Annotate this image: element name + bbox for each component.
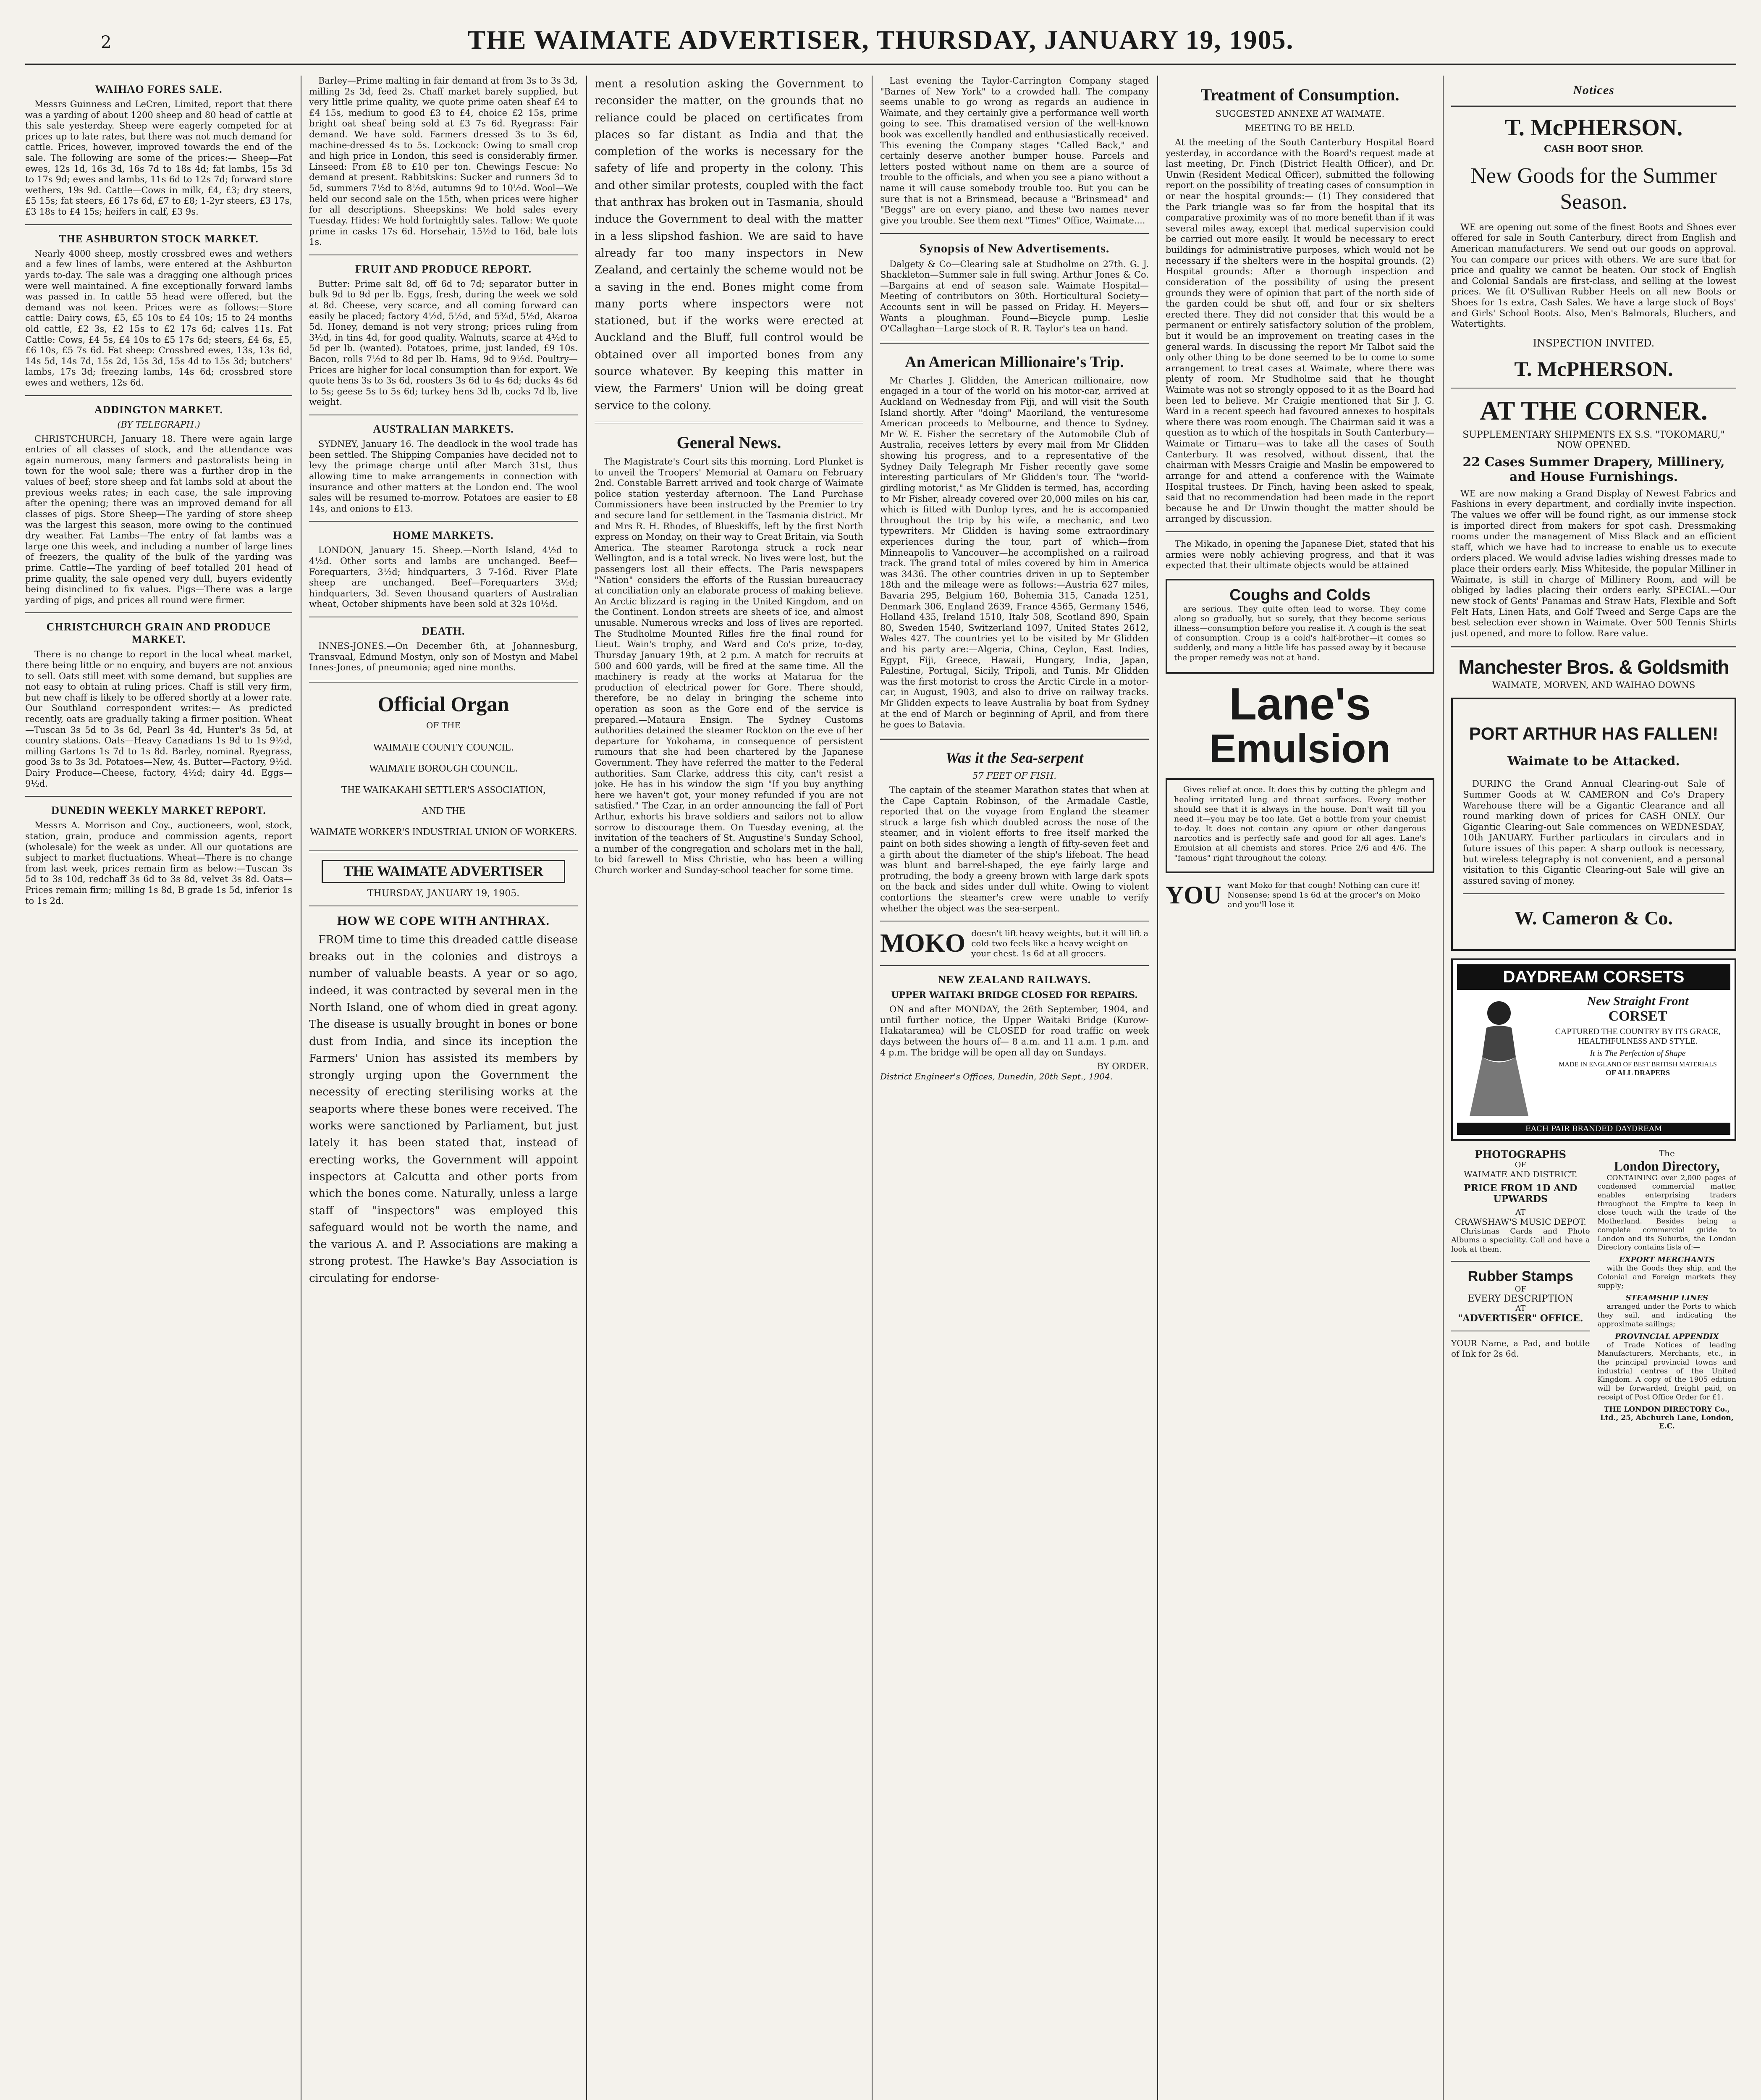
london-export-text: with the Goods they ship, and the Colonial and Foreign markets they supply; [1597, 1264, 1736, 1290]
lanes-box [1166, 778, 1434, 873]
coughs-text: are serious. They quite often lead to worse. They come along so gradually, but so surely, that they become serious illness—consumption before you realise it. A cough is the seat of consumption. Croup is a cold's half-brother—it comes so suddenly, and many a little life has passed away by it because the proper remedy was not at hand. [1174, 604, 1426, 662]
newspaper-page [25, 17, 1736, 2100]
addington-subheading: (BY TELEGRAPH.) [117, 419, 200, 430]
waihao-heading: WAIHAO FORES SALE. [95, 83, 223, 95]
london-directory-ad [1598, 1148, 1737, 1431]
anthrax-heading: HOW WE COPE WITH ANTHRAX. [337, 914, 550, 928]
photo-of: OF [1515, 1160, 1526, 1169]
mcpherson-invite: INSPECTION INVITED. [1533, 337, 1655, 349]
official-organ-title: Official Organ [377, 692, 509, 716]
divider [880, 342, 1149, 344]
railways-signature: District Engineer's Offices, Dunedin, 20th Sept., 1904. [880, 1071, 1113, 1082]
divider [25, 395, 292, 396]
port-arthur-sub: Waimate to be Attacked. [1507, 754, 1680, 769]
stamps-every: EVERY DESCRIPTION [1468, 1294, 1574, 1305]
port-arthur-text: DURING the Grand Annual Clearing-out Sale of Summer Goods at W. CAMERON and Co's Drapery Warehouse there will be a Gigantic Clearance and all round marking down of prices for CASH ONLY. Our Gigantic Clearing-out Sale commences on WEDNESDAY, 10th JANUARY. Further particulars in circulars and in future issues of this paper. A sharp outlook is necessary, but wireless telegraphy is not convenient, and a personal visitation to this Gigantic Clearing-out Sale will give an assured saving of money. [1463, 779, 1724, 886]
american-text: Mr Charles J. Glidden, the American millionaire, now engaged in a tour of the world on his motor-car, arrived at Auckland on Wednesday from Fiji, and will visit the South Island shortly. After "doing" Maoriland, the venturesome American proceeds to Melbourne, and thence to Sydney. Mr W. E. Fisher the secretary of the Automobile Club of Australia, receives letters by every mail from Mr Glidden showing his progress, and to a representative of the Sydney Daily Telegraph Mr Fisher recently gave some interesting particulars of Mr Glidden's tour. The "world-girdling motorist," as Mr Glidden is termed, has, according to Mr Fisher, already covered over 20,000 miles on his car, which is fitted with Dunlop tyres, and he is accompanied throughout the trip by his wife, a mechanic, and two typewriters. Mr Glidden is having some extraordinary experiences during the tour, part of which—from Minneapolis to Vancouver—he accomplished on a railroad track. The grand total of miles covered by him in America was 3436. The other countries driven in up to September 18th and the mileage were as follows:—Austria 627 miles, Bavaria 295, Belgium 160, Bohemia 315, Canada 1251, Denmark 306, England 2639, France 4565, Germany 1546, Holland 435, Ireland 1510, Italy 508, Scotland 890, Spain 80, Sweden 1540, Switzerland 1097, United States 2612, Wales 427. The countries yet to be visited by Mr Glidden and his party are:—Algeria, China, Ceylon, East Indies, Egypt, Fiji, Greece, Hawaii, Hungary, India, Japan, Palestine, Portugal, Sicily, Tripoli, and Tunis. Mr Glidden was the first motorist to cross the Arctic Circle in a motor-car, in August, 1903, and also to drive on railway tracks. Mr Glidden expects to leave Australia by boat from Sydney at the end of March or beginning of April, and from there he goes to Batavia. [880, 375, 1149, 730]
official-organ-list [309, 737, 578, 843]
sea-serpent-subheading: 57 FEET OF FISH. [972, 770, 1056, 781]
organ-line: THE WAIKAKAHI SETTLER'S ASSOCIATION, [341, 784, 546, 795]
mcpherson-name: T. McPHERSON. [1504, 115, 1683, 141]
mcpherson-text: WE are opening out some of the finest Boots and Shoes ever offered for sale in South Canterbury, direct from English and American manufacturers. We send out our goods on approval. You can compare our prices with others. We are sure that for price and quality we cannot be beaten. Our stock of English and Colonial Sandals are first-class, and selling at the lowest prices. We fit O'Sullivan Rubber Heels on all new Boots or Shoes for 1s extra, Cash Sales. We have a large stock of Boys' and Girls' School Boots. Also, Men's Balmorals, Bluchers, and Watertights. [1451, 222, 1736, 329]
column-2 [309, 76, 578, 2100]
anthrax-continued: ment a resolution asking the Government to reconsider the matter, on the grounds that no reliance could be placed on certificates from places so far distant as India and that the completion of the works is necessary for the safety of life and property in the colony. This and other similar protests, coupled with the fact that anthrax has broken out in Tasmania, should induce the Government to deal with the matter in a less slipshod fashion. We are said to have already far too many inspectors in New Zealand, and certainly the scheme would not be a saving in the end. Bones might come from many ports where inspectors were not stationed, but if the works were erected at Auckland and the Bluff, full control would be obtained over all imported bones from any source whatever. By keeping this matter in view, the Farmers' Union will be doing great service to the colony. [595, 78, 863, 412]
coughs-heading: Coughs and Colds [1229, 586, 1371, 604]
dunedin-text: Messrs A. Morrison and Coy., auctioneers, wool, stock, station, grain, produce and commission agents, report (wholesale) for the week as under. All our quotations are subject to market fluctuations. Wheat—There is no change from last week, prices remain firm as below:—Tuscan 3s 5d to 3s 10d, redchaff 3s 6d to 3s 8d, velvet 3s 8d. Oats—Prices remain firm; milling 1s 8d, B grade 1s 5d, inferior 1s to 1s 2d. [25, 820, 292, 906]
mcpherson-name-2: T. McPHERSON. [1514, 357, 1673, 381]
mcpherson-goods: New Goods for the Summer Season. [1470, 164, 1717, 214]
column-4 [880, 76, 1149, 2100]
photo-place: WAIMATE AND DISTRICT. [1464, 1169, 1578, 1179]
home-text: LONDON, January 15. Sheep.—North Island, 4½d to 4½d. Other sorts and lambs are unchanged. Beef—Forequarters, 3½d; hindquarters, 3 7-16d. River Plate sheep are unchanged. Beef—Forequarters 3½d; hindquarters, 3d. Seven thousand quarters of Australian wheat, October shipments have been sold at 32s 10½d. [309, 545, 578, 609]
sea-serpent-text: The captain of the steamer Marathon states that when at the Cape Captain Robinson, of the Armadale Castle, reported that on the voyage from England the steamer struck a large fish which doubled across the nose of the steamer, and in violent efforts to free itself marked the paint on both sides showing a length of fifty-seven feet and a girth about the diameter of the ship's lifeboat. The head was blunt and barrel-shaped, the eye fairly large and protruding, the body a greeny brown with large dark spots on the back and sides under dull white. Owing to violent contortions the steamer's crew were unable to verify whether the object was the sea-serpent. [880, 785, 1149, 914]
port-arthur-heading: PORT ARTHUR HAS FALLEN! [1469, 724, 1719, 744]
paper-date: THURSDAY, JANUARY 19, 1905. [367, 888, 520, 899]
column-5 [1166, 76, 1434, 2100]
consumption-heading: Treatment of Consumption. [1200, 85, 1399, 104]
consumption-text: At the meeting of the South Canterbury Hospital Board yesterday, in accordance with the Board's request made at last meeting, Dr. Finch (District Health Officer), and Dr. Unwin (Resident Medical Officer), submitted the following report on the possibility of treating cases of consumption in or near the hospital grounds:— (1) They considered that the Park triangle was so far from the hospital that its comparative proximity was of no more benefit than if it was several miles away, except that medical supervision could be carried out more easily. It would be necessary to erect buildings for administrative purposes, which would not be necessary if the shelters were in the hospital grounds. (2) Hospital grounds: After a thorough inspection and consideration of the possibility of using the present grounds they were of opinion that part of the north side of the garden could be shut off, and four or six shelters erected there. They did not consider that this would be a permanent or entirely satisfactory solution of the problem, but it would be an improvement on treating cases in the general wards. In discussing the report Mr Talbot said the only other thing to be done seemed to be to come to some arrangement to treat cases at Waimate, where there was plenty of room. Mr Studholme said that he thought Waimate was not so strongly opposed to it as the Board had been led to believe. Mr Craigie mentioned that Sir J. G. Ward in a recent speech had favoured annexes to hospitals where there was room enough. The Chairman said it was a question as to which of the hospitals in South Canterbury—Waimate or Timaru—was to take all the cases of South Canterbury. It was resolved, without dissent, that the chairman with Messrs Craigie and Maslin be empowered to arrange for and attend a conference with the Waimate Hospital trustees. Dr Finch, having been asked to speak, said that no recommendation had been made in the report because he and Dr Unwin thought the matter should be arranged by discussion. [1166, 137, 1434, 524]
daydream-corsets-ad [1451, 958, 1736, 1141]
divider [309, 681, 578, 682]
anthrax-text: FROM time to time this dreaded cattle disease breaks out in the colonies and distroys a number of valuable beasts. A year or so ago, indeed, it was contracted by several men in the North Island, one of whom died in great agony. The disease is usually brought in bones or bone dust from India, and since its inception the Farmers' Union has assisted its members by strongly urging upon the Government the necessity of erecting sterilising works at the seaports where these bones were received. The works were sanctioned by Parliament, but just lately it has been stated that, instead of erecting works, the Government will appoint inspectors at Calcutta and other ports from which the bones come. Naturally, unless a large staff of "inspectors" was employed this safeguard would not be worth the name, and the various A. and P. Associations are making a strong protest. The Hawke's Bay Association is circulating for endorse- [309, 933, 578, 1285]
general-news-text: The Magistrate's Court sits this morning. Lord Plunket is to unveil the Troopers' Memorial at Oamaru on February 2nd. Constable Barrett arrived and took charge of Waimate police station yesterday afternoon. The Land Purchase Commissioners have been instructed by the Premier to try and secure land for settlement in the Tasmania district. Mr and Mrs R. H. Rhodes, of Blueskiffs, left by the first North express on Monday, on their way to Great Britain, via South America. The steamer Rarotonga struck a rock near Wellington, and is a total wreck. No lives were lost, but the passengers lost all their effects. The Paris newspapers "Nation" considers the efforts of the Russian bureaucracy at conciliation only an elaborate process of making believe. An Arctic blizzard is raging in the United Kingdom, and on the Continent. London streets are sheets of ice, and almost unusable. Numerous wrecks and loss of lives are reported. The Studholme Mounted Rifles fire the final round for Lieut. Wain's trophy, and Ward and Co's prize, to-day, Thursday January 19th, at 2 p.m. A match for recruits at 500 and 600 yards, will be fired at the same time. All the machinery is ready at the works at Matarua for the production of electrical power for Gore. There should, therefore, be no delay in bringing the scheme into operation as soon as the Gore end of the service is prepared.—Mataura Ensign. The Sydney Customs authorities detained the steamer Rockton on the eve of her departure for Yokohama, in consequence of persistent rumours that she had been chartered by the Japanese Government. They have referred the matter to the Federal authorities. Sam Clarke, address this city, can't resist a joke. He has in his window the sign "If you buy anything here we haven't got, your money refunded if you are not satisfied." The Czar, in an order announcing the fall of Port Arthur, exhorts his brave soldiers and sailors not to allow sorrow to discourage them. On Tuesday evening, at the invitation of the teachers of St. Augustine's Sunday School, a number of the congregation and scholars met in the hall, to bid farewell to Miss Christie, who has been a willing Church worker and Sunday-school teacher for some time. [595, 456, 863, 876]
port-arthur-ad [1451, 698, 1736, 950]
you-moko-ad [1166, 881, 1434, 910]
divider [1451, 646, 1736, 648]
divider [309, 850, 578, 852]
chch-grain-text: There is no change to report in the local wheat market, there being little or no enquiry, and buyers are not anxious to sell. Oats still meet with some demand, but supplies are not easy to obtain at ruling prices. Chaff is still very firm, but new chaff is likely to be offered shortly at a lower rate. Our Southland correspondent writes:— As predicted recently, oats are gradually taking a firmer position. Wheat—Tuscan 3s 5d to 3s 6d, Pearl 3s 4d, Hunter's 3s 5d, at country stations. Oats—Heavy Canadians 1s 9d to 1s 9½d, milling Gartons 1s 7d to 1s 8d. Barley, nominal. Ryegrass, good 3s to 3s 3d. Potatoes—New, 4s. Butter—Factory, 9½d. Dairy Produce—Cheese, factory, 4½d; dairy 4d. Eggs—9½d. [25, 649, 292, 789]
moko-heading: MOKO [880, 929, 966, 958]
australian-text: SYDNEY, January 16. The deadlock in the wool trade has been settled. The Shipping Companies have decided not to levy the primage charge until after March 31st, thus allowing time to make arrangements in connection with insurance and other matters at the London end. The wool sales will be resumed to-morrow. Potatoes are easier to £8 14s, and onions to £13. [309, 439, 578, 514]
organ-line: WAIMATE BOROUGH COUNCIL. [369, 763, 518, 774]
synopsis-text: Dalgety & Co—Clearing sale at Studholme on 27th. G. J. Shackleton—Summer sale in full swing. Arthur Jones & Co.—Bargains at end of season sale. Waimate Hospital—Meeting of contributors on 30th. Horticultural Society—Accounts sent in will be passed on Friday. H. Meyers—Wants a ploughman. Found—Bicycle pump. Leslie O'Callaghan—Large stock of R. R. Taylor's tea on hand. [880, 259, 1149, 334]
consumption-subheading-2: MEETING TO BE HELD. [1245, 123, 1355, 133]
corner-cases: 22 Cases Summer Drapery, Millinery, and House Furnishings. [1462, 454, 1725, 484]
sea-serpent-heading: Was it the Sea-serpent [945, 749, 1084, 766]
entertainment-text: Last evening the Taylor-Carrington Company staged "Barnes of New York" to a crowded hall. The company seems unable to go wrong as regards an audience in Waimate, and they certainly give a performance well worth going to see. This dramatised version of the well-known book was excellently handled and enthusiastically received. This evening the Company stages "Called Back," and certainly deserve another bumper house. Parcels and letters posted without name on them are a source of trouble to the officials, and when you see a piano without a name it will cause somebody trouble too. But you can be sure that is not a Brinsmead, because a "Brinsmead" and "Beggs" are on every piano, and these two names never give you trouble. See them next "Times" Office, Waimate.... [880, 76, 1149, 226]
photo-at: AT [1515, 1208, 1526, 1217]
divider [25, 612, 292, 613]
addington-heading: ADDINGTON MARKET. [94, 403, 223, 416]
page-number: 2 [101, 33, 112, 52]
masthead [25, 17, 1736, 65]
organ-line: WAIMATE COUNTY COUNCIL. [373, 742, 514, 753]
corner-text: WE are now making a Grand Display of Newest Fabrics and Fashions in every department, and cordially invite inspection. The values we offer will be found right, as our immense stock is imported direct from makers for spot cash. Dressmaking rooms under the management of Miss Black and an efficient staff, which we have had to increase to enable us to execute orders placed. We would advise ladies wishing dresses made to place their orders early. Miss Whiteside, the popular Milliner in Waimate, is still in charge of Millinery Room, and will be obliged by ladies placing their orders early. SPECIAL.—Our new stock of Gents' Panamas and Straw Hats, Flexible and Soft Felt Hats, Linen Hats, and Golf Tweed and Serge Caps are the best selection ever shown in Waimate. Over 500 Tennis Shirts just opened, and more to follow. Rare value. [1451, 488, 1736, 638]
fruit-text: Butter: Prime salt 8d, off 6d to 7d; separator butter in bulk 9d to 9d per lb. Eggs, fresh, during the week we sold at 8d. Cheese, very scarce, and all coming forward can easily be placed; factory 4½d, 5½d, and 5¾d, 5½d, Akaroa 5d. Honey, demand is not very strong; prices ruling from 3½d, in tins 4d, for good quality. Walnuts, scarce at 4½d to 5d per lb. (wanted). Potatoes, prime, just landed, £9 10s. Bacon, rolls 7½d to 8d per lb. Hams, 9d to 9½d. Poultry—Prices are higher for local consumption than for export. We quote hens 3s to 3s 6d, roosters 3s 6d to 4s 6d; ducks 4s 6d to 5s; geese 5s to 5s 6d; turkey hens 3d lb, cocks 7d lb, live weight. [309, 278, 578, 407]
london-steamship: STEAMSHIP LINES [1625, 1294, 1708, 1303]
australian-heading: AUSTRALIAN MARKETS. [373, 423, 514, 436]
mcpherson-sub: CASH BOOT SHOP. [1544, 144, 1643, 155]
yours-text: YOUR Name, a Pad, and bottle of Ink for 2s 6d. [1451, 1338, 1590, 1359]
railways-order: BY ORDER. [1097, 1061, 1149, 1072]
moko-ad [880, 928, 1149, 958]
divider [309, 521, 578, 522]
london-steamship-text: arranged under the Ports to which they sail, and indicating the approximate sailings; [1597, 1302, 1736, 1328]
london-company: THE LONDON DIRECTORY Co., Ltd., 25, Abchurch Lane, London, E.C. [1600, 1405, 1734, 1431]
divider [25, 796, 292, 797]
cameron-firm: W. Cameron & Co. [1515, 907, 1673, 929]
chch-grain-heading: CHRISTCHURCH GRAIN AND PRODUCE MARKET. [46, 621, 271, 646]
corset-heading: DAYDREAM CORSETS [1457, 964, 1730, 990]
corset-tags [1545, 994, 1730, 1120]
you-heading: YOU [1166, 881, 1222, 909]
bottom-ads [1451, 1148, 1736, 1431]
column-rule [1443, 76, 1444, 2100]
fruit-heading: FRUIT AND PRODUCE REPORT. [355, 262, 532, 275]
column-3 [595, 76, 863, 2100]
divider [25, 224, 292, 225]
addington-text: CHRISTCHURCH, January 18. There were again large entries of all classes of stock, and the attendance was again numerous, many farmers and pastoralists being in town for the wool sale; there was a further drop in the values of beef; store sheep and fat lambs sold at about the previous weeks rates; in each case, the sale improving after the opening; there was an improved demand for all classes of pigs. Store Sheep—The yarding of store sheep was the largest this season, more owing to the continued dry weather. Fat Lambs—The entry of fat lambs was a large one this week, and including a number of large lines of freezers, the quality of the bulk of the yarding was prime. Cattle—The yarding of beef totalled 201 head of prime quality, the sale opened very dull, buyers evidently being disinclined to fix values. Pigs—There was a large yarding of pigs, and prices all round were firmer. [25, 433, 292, 605]
divider [1463, 893, 1724, 894]
divider [880, 233, 1149, 234]
mikado-text: The Mikado, in opening the Japanese Diet, stated that his armies were nobly achieving progress, and that it was expected that their ultimate objects would be attained [1166, 538, 1434, 571]
london-the: The [1659, 1148, 1675, 1158]
stamps-at: AT [1515, 1304, 1526, 1313]
ashburton-text: Nearly 4000 sheep, mostly crossbred ewes and wethers and a few lines of lambs, were entered at the Ashburton yards to-day. The sale was a dragging one although prices were well maintained. A fine exceptionally forward lambs was passed in. In cattle 55 head were offered, but the demand was not keen. Prices were as follows:—Store cattle: Dairy cows, £5, £5 10s to £4 10s; 15 to 24 months old cattle, £2 3s, £2 15s to £2 17s 6d; calves 11s. Fat Cattle: Cows, £4 5s, £4 10s to £5 17s 6d; steers, £4 6s, £5, £6 10s, £5 7s 6d. Fat sheep: Crossbred ewes, 13s, 13s 6d, 14s 5d, 14s 7d, 15s 2d, 15s 3d, 15s 4d to 15s 3d; butchers' lambs, 17s 3d; freezing lambs, 14s 6d; crossbred store ewes and wethers, 12s 6d. [25, 248, 292, 388]
synopsis-heading: Synopsis of New Advertisements. [919, 241, 1110, 255]
divider [1451, 1261, 1590, 1262]
railways-subheading: UPPER WAITAKI BRIDGE CLOSED FOR REPAIRS. [891, 990, 1138, 1000]
divider [595, 422, 863, 423]
photo-heading: PHOTOGRAPHS [1475, 1148, 1566, 1160]
waihao-text: Messrs Guinness and LeCren, Limited, report that there was a yarding of about 1200 sheep and 80 head of cattle at this sale yesterday. Sheep were eagerly competed for at prices up to late rates, but there was not much demand for cattle. Prices, however, improved towards the end of the sale. The following are some of the prices:— Sheep—Fat ewes, 12s 1d, 16s 3d, 16s 7d to 18s 4d; fat lambs, 15s 3d to 17s 9d; ewes and lambs, 11s 6d to 12s 7d; forward store wethers, 19s 9d. Cattle—Cows in milk, £4, £3; dry steers, £5 15s; fat steers, £6 17s 6d, £7 to £8; 1-2yr steers, £3 17s, £3 18s to £4 15s; heifers in calf, £3 9s. [25, 99, 292, 217]
manchester-sub: WAIMATE, MORVEN, AND WAIHAO DOWNS [1492, 680, 1695, 690]
column-rule [586, 76, 587, 2100]
column-rule [872, 76, 873, 2100]
american-heading: An American Millionaire's Trip. [905, 353, 1124, 371]
column-rule [1157, 76, 1158, 2100]
divider [880, 738, 1149, 740]
organ-line: WAIMATE WORKER'S INDUSTRIAL UNION OF WORKERS. [310, 827, 577, 838]
you-text: want Moko for that cough! Nothing can cure it! Nonsense; spend 1s 6d at the grocer's on Moko and you'll lose it [1227, 881, 1420, 909]
market-text: Barley—Prime malting in fair demand at from 3s to 3s 3d, milling 2s 3d, feed 2s. Chaff market barely supplied, but very little prime quality, we quote prime oaten sheaf £4 to £4 15s, medium to good £3 to £4, choice £2 15s, prime bright oat sheaf being sold at £3 7s 6d. Ryegrass: Fair demand. We have sold. Farmers dressed 3s to 3s 6d, machine-dressed 4s to 5s. Lockcock: Owing to small crop and high price in London, this seed is considerably firmer. Linseed: From £8 to £10 per ton. Chewings Fescue: No demand at present. Rabbitskins: Sucker and runners 3d to 5d, summers 7½d to 8½d, autumns 9d to 10½d. Wool—We held our second sale on the 15th, when prices were higher for all descriptions. Sheepskins: We hold sales every Tuesday. Hides: We hold fortnightly sales. Tallow: We quote prime in casks 17s 6d. Horsehair, 15½d to 16d, bale lots 1s. [309, 76, 578, 247]
masthead-title: THE WAIMATE ADVERTISER, THURSDAY, JANUARY 19, 1905. [467, 25, 1294, 55]
london-export: EXPORT MERCHANTS [1619, 1255, 1715, 1265]
divider [880, 965, 1149, 966]
corner-sub: SUPPLEMENTARY SHIPMENTS EX S.S. "TOKOMARU," NOW OPENED. [1462, 429, 1725, 451]
london-text: CONTAINING over 2,000 pages of condensed commercial matter, enables enterprising traders throughout the Empire to keep in close touch with the trade of the Motherland. Besides being a complete commercial guide to London and its Suburbs, the London Directory contains lists of:— [1597, 1173, 1736, 1252]
stamps-of: OF [1515, 1285, 1526, 1294]
photographs-ad [1451, 1148, 1590, 1431]
corset-figure-icon [1457, 994, 1541, 1120]
london-heading: London Directory, [1614, 1158, 1720, 1173]
photo-text: Christmas Cards and Photo Albums a speciality. Call and have a look at them. [1451, 1226, 1590, 1254]
column-1 [25, 76, 292, 2100]
coughs-colds-ad [1166, 579, 1434, 674]
death-text: INNES-JONES.—On December 6th, at Johannesburg, Transvaal, Edmund Mostyn, only son of Mostyn and Mabel Innes-Jones, of pneumonia; aged nine months. [309, 640, 578, 673]
dunedin-heading: DUNEDIN WEEKLY MARKET REPORT. [51, 804, 266, 817]
home-heading: HOME MARKETS. [393, 529, 494, 542]
corset-footer: EACH PAIR BRANDED DAYDREAM [1457, 1123, 1730, 1135]
organ-line: AND THE [421, 805, 466, 816]
general-news-heading: General News. [676, 433, 781, 452]
lanes-title-2: Emulsion [1209, 726, 1391, 771]
london-provincial-text: of Trade Notices of leading Manufacturers, Merchants, etc., in the principal provincial towns and industrial centres of the United Kingdom. A copy of the 1905 edition will be forwarded, freight paid, on receipt of Post Office Order for £1. [1597, 1341, 1736, 1402]
railways-text: ON and after MONDAY, the 26th September, 1904, and until further notice, the Upper Waitaki Bridge (Kurow-Hakataramea) will be CLOSED for road traffic on week days between the hours of— 8 a.m. and 11 a.m. 1 p.m. and 4 p.m. The bridge will be open all day on Sundays. [880, 1004, 1149, 1058]
divider [1451, 105, 1736, 107]
london-provincial: PROVINCIAL APPENDIX [1614, 1332, 1719, 1341]
paper-name: THE WAIMATE ADVERTISER [322, 860, 565, 883]
official-organ-of: OF THE [426, 720, 461, 730]
corset-tag: OF ALL DRAPERS [1605, 1068, 1670, 1077]
column-6 [1451, 76, 1736, 2100]
lanes-text: Gives relief at once. It does this by cutting the phlegm and healing irritated lung and throat surfaces. Every mother should see that it is always in the house. Don't wait till you need it—you may be too late. Get a bottle from your chemist to-day. It does not contain any opium or other dangerous narcotics and is perfectly safe and good for all ages. Lane's Emulsion at all chemists and stores. Price 2/6 and 4/6. The "famous" right throughout the colony. [1174, 785, 1426, 863]
stamps-office: "ADVERTISER" OFFICE. [1458, 1313, 1583, 1324]
corset-tag: MADE IN ENGLAND OF BEST BRITISH MATERIALS [1559, 1060, 1717, 1068]
corner-heading: AT THE CORNER. [1480, 395, 1708, 425]
photo-price: PRICE FROM 1D AND UPWARDS [1464, 1182, 1578, 1205]
railways-heading: NEW ZEALAND RAILWAYS. [938, 974, 1091, 986]
stamps-heading: Rubber Stamps [1468, 1268, 1573, 1285]
ashburton-heading: THE ASHBURTON STOCK MARKET. [59, 232, 259, 245]
notices-heading: Notices [1573, 83, 1614, 97]
photo-shop: CRAWSHAW'S MUSIC DEPOT. [1454, 1216, 1586, 1227]
death-heading: DEATH. [422, 625, 465, 637]
consumption-subheading: SUGGESTED ANNEXE AT WAIMATE. [1215, 109, 1385, 119]
lanes-title: Lane's [1229, 678, 1371, 729]
corset-tag: It is The Perfection of Shape [1590, 1048, 1686, 1058]
corset-tag: CORSET [1608, 1008, 1667, 1024]
manchester-heading: Manchester Bros. & Goldsmith [1458, 656, 1729, 678]
moko-text: doesn't lift heavy weights, but it will lift a cold two feels like a heavy weight on your chest. 1s 6d at all grocers. [971, 928, 1149, 959]
corset-body [1457, 994, 1730, 1120]
corset-tag: New Straight Front [1587, 994, 1689, 1008]
divider [1166, 531, 1434, 532]
corset-tag: CAPTURED THE COUNTRY BY ITS GRACE, HEALTHFULNESS AND STYLE. [1555, 1026, 1721, 1046]
